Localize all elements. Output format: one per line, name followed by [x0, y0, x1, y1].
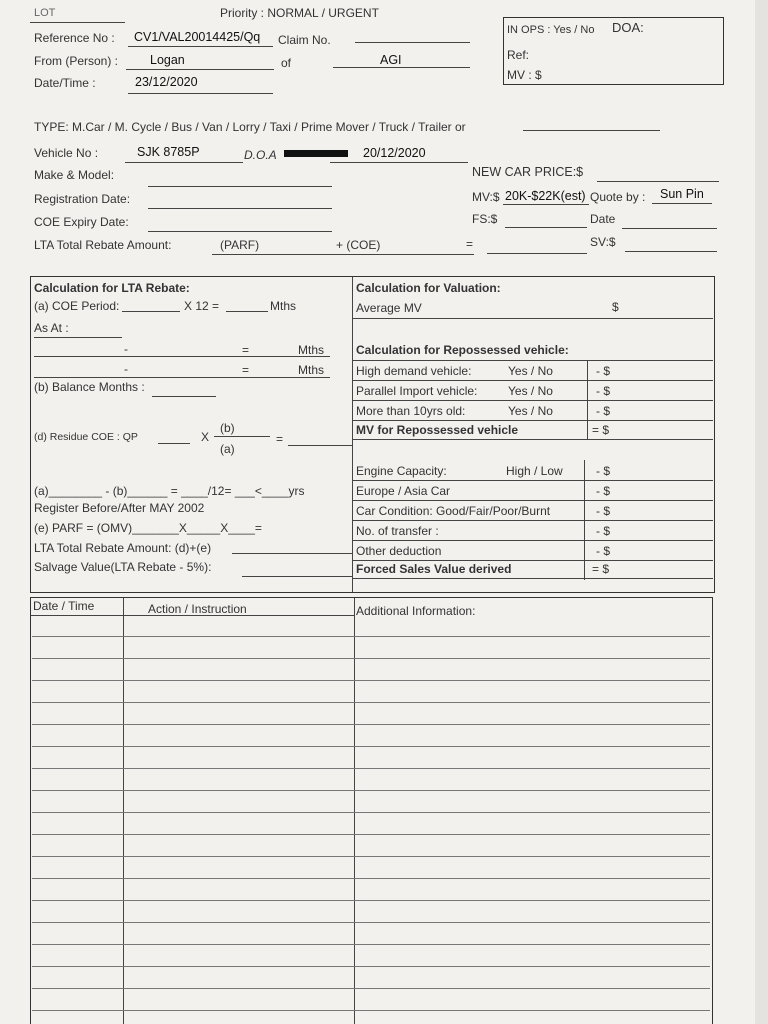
- lta-rebate-total-formula: LTA Total Rebate Amount: (d)+(e): [34, 541, 212, 555]
- no-of-transfer-amount: - $: [596, 524, 611, 538]
- car-condition-label: Car Condition: Good/Fair/Poor/Burnt: [356, 504, 551, 518]
- of-value: AGI: [380, 53, 402, 67]
- mv-value: 20K-$22K(est): [505, 189, 586, 203]
- as-at-mths-1: Mths: [298, 343, 325, 357]
- log-rule-line: [32, 878, 710, 879]
- redaction-mark: [284, 150, 348, 157]
- no-of-transfer-label: No. of transfer :: [356, 524, 439, 538]
- log-rule-line: [32, 636, 710, 637]
- europe-asia-label: Europe / Asia Car: [356, 484, 451, 498]
- fs-date-label: Date: [590, 212, 616, 226]
- quote-by-value: Sun Pin: [660, 187, 704, 201]
- other-deduction-amount: - $: [596, 544, 611, 558]
- ops-ref-label: Ref:: [507, 48, 530, 62]
- lot-label: LOT: [34, 7, 56, 19]
- log-table: [30, 597, 713, 1024]
- from-label: From (Person) :: [34, 54, 119, 68]
- log-rule-line: [32, 790, 710, 791]
- times-sign: X: [201, 430, 210, 444]
- engine-capacity-option: High / Low: [506, 464, 563, 478]
- forced-sales-value-amount: = $: [592, 562, 610, 576]
- vehicle-type-line: TYPE: M.Car / M. Cycle / Bus / Van / Lorry / Taxi / Prime Mover / Truck / Trailer or: [34, 120, 466, 134]
- log-rule-line: [32, 658, 710, 659]
- x12-label: X 12 =: [184, 299, 220, 313]
- fs-label: FS:$: [472, 212, 498, 226]
- claim-label: Claim No.: [278, 33, 331, 47]
- datetime-label: Date/Time :: [34, 76, 96, 90]
- log-rule-line: [32, 856, 710, 857]
- log-rule-line: [32, 746, 710, 747]
- engine-capacity-amount: - $: [596, 464, 611, 478]
- datetime-value: 23/12/2020: [135, 75, 198, 89]
- from-value: Logan: [150, 53, 185, 67]
- log-rule-line: [32, 680, 710, 681]
- doa-value: 20/12/2020: [363, 146, 426, 160]
- forced-sales-value-label: Forced Sales Value derived: [356, 562, 512, 576]
- log-rule-line: [32, 900, 710, 901]
- as-at-label: As At :: [34, 321, 69, 335]
- high-demand-label: High demand vehicle:: [356, 364, 472, 378]
- as-at-dash-2: -: [124, 362, 128, 376]
- valuation-calc-title: Calculation for Valuation:: [356, 281, 501, 295]
- parallel-import-option: Yes / No: [508, 384, 553, 398]
- log-rule-line: [32, 988, 710, 989]
- over-10yrs-amount: - $: [596, 404, 611, 418]
- parallel-import-amount: - $: [596, 384, 611, 398]
- parf-formula: (e) PARF = (OMV)_______X_____X____=: [34, 521, 262, 535]
- lta-equals: =: [466, 237, 474, 251]
- make-model-label: Make & Model:: [34, 168, 115, 182]
- as-at-dash-1: -: [124, 342, 128, 356]
- other-deduction-label: Other deduction: [356, 544, 442, 558]
- log-action-header: Action / Instruction: [148, 602, 247, 616]
- parf-label: (PARF): [220, 238, 260, 252]
- in-ops-label: IN OPS : Yes / No: [507, 24, 595, 36]
- log-rule-line: [32, 966, 710, 967]
- mv-repossessed-amount: = $: [592, 423, 610, 437]
- reference-label: Reference No :: [34, 31, 115, 45]
- mths-label: Mths: [270, 299, 297, 313]
- car-condition-amount: - $: [596, 504, 611, 518]
- page-edge: [755, 0, 768, 1024]
- mv-repossessed-label: MV for Repossessed vehicle: [356, 423, 519, 437]
- parallel-import-label: Parallel Import vehicle:: [356, 384, 478, 398]
- vehicle-no-value: SJK 8785P: [137, 145, 200, 159]
- coe-expiry-label: COE Expiry Date:: [34, 215, 129, 229]
- balance-months-label: (b) Balance Months :: [34, 380, 145, 394]
- ops-doa-label: DOA:: [612, 20, 644, 35]
- log-date-time-header: Date / Time: [33, 599, 95, 613]
- register-before-after: Register Before/After MAY 2002: [34, 501, 205, 515]
- ops-box: [503, 17, 724, 85]
- fraction-numerator: (b): [220, 421, 235, 435]
- as-at-eq-2: =: [242, 363, 250, 377]
- as-at-eq-1: =: [242, 343, 250, 357]
- log-rule-line: [32, 812, 710, 813]
- additional-info-header: Additional Information:: [356, 604, 476, 618]
- registration-date-label: Registration Date:: [34, 192, 131, 206]
- log-rule-line: [32, 834, 710, 835]
- doa-label: D.O.A: [244, 148, 277, 162]
- over-10yrs-label: More than 10yrs old:: [356, 404, 466, 418]
- log-rule-line: [32, 1010, 710, 1011]
- lta-total-label: LTA Total Rebate Amount:: [34, 238, 172, 252]
- log-rule-line: [32, 768, 710, 769]
- europe-asia-amount: - $: [596, 484, 611, 498]
- average-mv-dollar: $: [612, 300, 619, 314]
- high-demand-amount: - $: [596, 364, 611, 378]
- high-demand-option: Yes / No: [508, 364, 553, 378]
- log-rule-line: [32, 944, 710, 945]
- ops-mv-label: MV : $: [507, 68, 542, 82]
- quote-by-label: Quote by :: [590, 190, 646, 204]
- as-at-mths-2: Mths: [298, 363, 325, 377]
- engine-capacity-label: Engine Capacity:: [356, 464, 447, 478]
- mv-label: MV:$: [472, 190, 500, 204]
- log-rule-line: [32, 922, 710, 923]
- years-formula: (a)________ - (b)______ = ____/12= ___<____yrs: [34, 484, 305, 498]
- lta-calc-title: Calculation for LTA Rebate:: [34, 281, 190, 295]
- log-rule-line: [32, 702, 710, 703]
- average-mv-label: Average MV: [356, 301, 422, 315]
- vehicle-no-label: Vehicle No :: [34, 146, 99, 160]
- log-rule-line: [32, 724, 710, 725]
- sv-label: SV:$: [590, 235, 616, 249]
- fraction-denominator: (a): [220, 442, 235, 456]
- priority-label: Priority : NORMAL / URGENT: [220, 6, 379, 20]
- repossessed-calc-title: Calculation for Repossessed vehicle:: [356, 343, 569, 357]
- of-label: of: [281, 56, 292, 70]
- residue-equals: =: [276, 432, 284, 446]
- residue-coe-label: (d) Residue COE : QP: [34, 431, 138, 443]
- plus-coe-label: + (COE): [336, 238, 381, 252]
- coe-period-label: (a) COE Period:: [34, 299, 120, 313]
- new-car-price-label: NEW CAR PRICE:$: [472, 165, 584, 179]
- over-10yrs-option: Yes / No: [508, 404, 553, 418]
- reference-value: CV1/VAL20014425/Qq: [134, 30, 261, 44]
- salvage-value-label: Salvage Value(LTA Rebate - 5%):: [34, 560, 212, 574]
